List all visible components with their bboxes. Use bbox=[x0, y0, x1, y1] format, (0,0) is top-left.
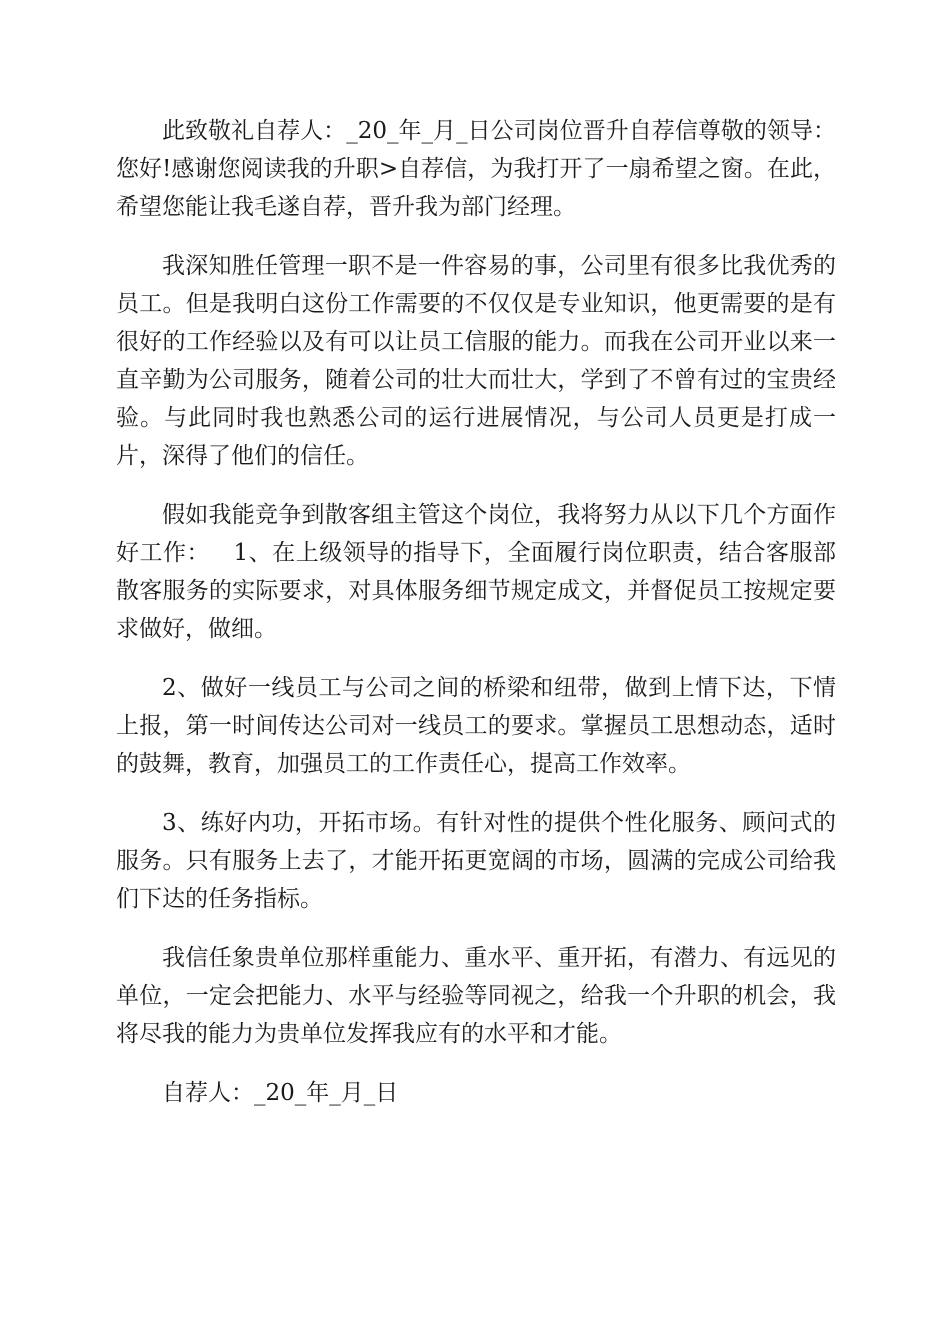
paragraph-closing: 我信任象贵单位那样重能力、重水平、重开拓，有潜力、有远见的单位，一定会把能力、水平与经验等同视之，给我一个升职的机会，我将尽我的能力为贵单位发挥我应有的水平和才能。 bbox=[116, 945, 836, 1047]
paragraph-work-plan: 假如我能竞争到散客组主管这个岗位，我将努力从以下几个方面作好工作： 1、在上级领导的指导下，全面履行岗位职责，结合客服部散客服务的实际要求，对具体服务细节规定成文，并督促员工按规定要求做好，做细。 bbox=[116, 502, 836, 642]
paragraph-signature-date: 自荐人：_20_年_月_日 bbox=[162, 1080, 399, 1106]
paragraph-qualifications: 我深知胜任管理一职不是一件容易的事，公司里有很多比我优秀的员工。但是我明白这份工作需要的不仅仅是专业知识，他更需要的是有很好的工作经验以及有可以让员工信服的能力。而我在公司开业以来一直辛勤为公司服务，随着公司的壮大而壮大，学到了不曾有过的宝贵经验。与此同时我也熟悉公司的运行进展情况，与公司人员更是打成一片，深得了他们的信任。 bbox=[116, 253, 836, 469]
document-body bbox=[116, 112, 836, 1133]
paragraph-salutation-intro: 此致敬礼自荐人：_20_年_月_日公司岗位晋升自荐信尊敬的领导：您好!感谢您阅读我的升职>自荐信，为我打开了一扇希望之窗。在此，希望您能让我毛遂自荐，晋升我为部门经理。 bbox=[116, 118, 836, 220]
paragraph-plan-item-3: 3、练好内功，开拓市场。有针对性的提供个性化服务、顾问式的服务。只有服务上去了，才能开拓更宽阔的市场，圆满的完成公司给我们下达的任务指标。 bbox=[116, 810, 836, 912]
paragraph-plan-item-2: 2、做好一线员工与公司之间的桥梁和纽带，做到上情下达，下情上报，第一时间传达公司对一线员工的要求。掌握员工思想动态，适时的鼓舞，教育，加强员工的工作责任心，提高工作效率。 bbox=[116, 675, 836, 777]
